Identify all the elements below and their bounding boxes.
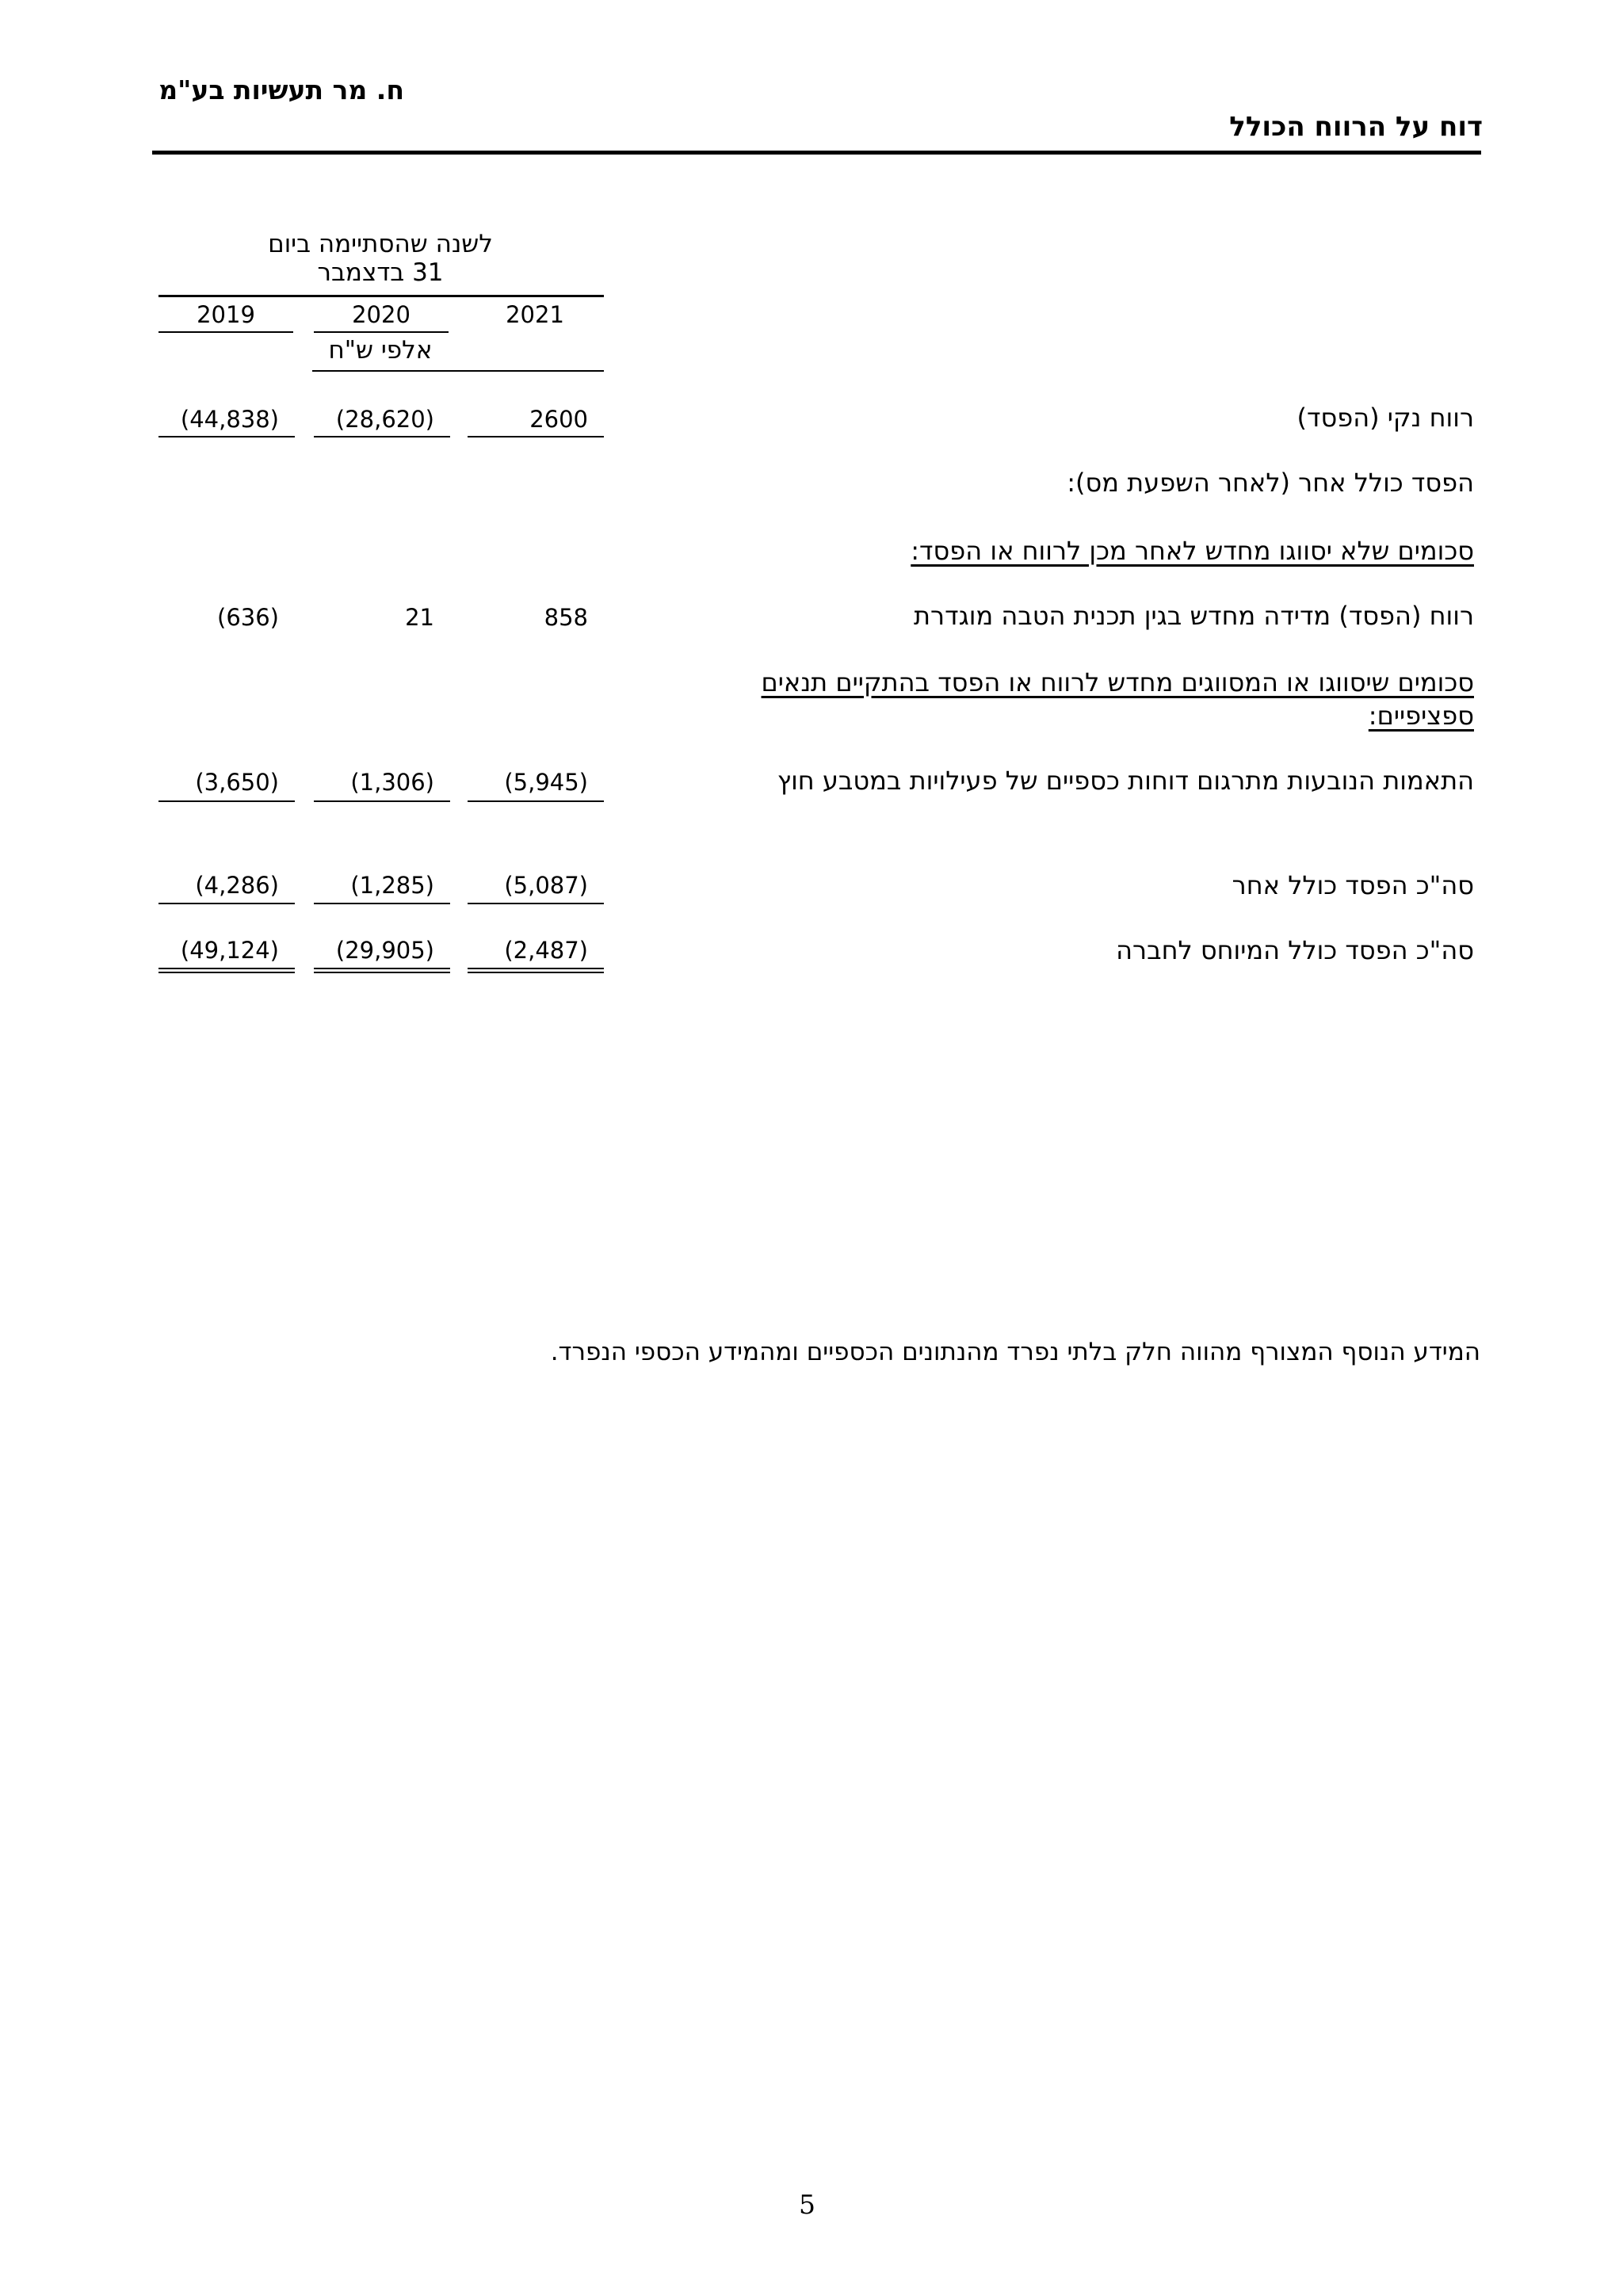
total-comprehensive-2021: (2,487) xyxy=(504,937,588,964)
total-comprehensive-2019-double-underline xyxy=(158,968,295,973)
period-header xyxy=(158,230,602,287)
remeasurement-2020: 21 xyxy=(405,604,434,631)
total-oci-2021-underline xyxy=(468,903,604,904)
reclassified-heading-line-1: סכומים שיסווגו או המסווגים מחדש לרווח או הפסד בהתקיים תנאים xyxy=(761,667,1474,697)
net-profit-2020-underline xyxy=(314,436,450,437)
total-oci-2020-underline xyxy=(314,903,450,904)
page-number: 5 xyxy=(799,2189,815,2220)
period-header-rule xyxy=(158,295,604,297)
total-oci-2020: (1,285) xyxy=(350,872,434,899)
total-comprehensive-2020: (29,905) xyxy=(335,937,434,964)
unit-rule xyxy=(312,370,604,372)
company-name: ח. מר תעשיות בע"מ xyxy=(158,74,404,105)
net-profit-2021-underline xyxy=(468,436,604,437)
total-oci-label: סה"כ הפסד כולל אחר xyxy=(1232,870,1474,900)
reclassified-heading-line-2: ספציפיים: xyxy=(1368,701,1474,731)
total-comprehensive-2020-double-underline xyxy=(314,968,450,973)
translation-2021-underline xyxy=(468,800,604,802)
remeasurement-2019: (636) xyxy=(217,604,279,631)
header-divider xyxy=(152,151,1481,155)
unit-label: אלפי ש"ח xyxy=(328,336,433,365)
year-2020-underline xyxy=(314,331,449,333)
translation-2019: (3,650) xyxy=(195,769,279,796)
year-2019-header: 2019 xyxy=(197,301,255,328)
translation-2020-underline xyxy=(314,800,450,802)
period-line-1: לשנה שהסתיימה ביום xyxy=(268,230,493,258)
remeasurement-label: רווח (הפסד) מדידה מחדש בגין תכנית הטבה מוגדרת xyxy=(914,601,1474,631)
not-reclassified-heading: סכומים שלא יסווגו מחדש לאחר מכן לרווח או הפסד: xyxy=(911,536,1474,566)
total-oci-2019-underline xyxy=(158,903,295,904)
year-2019-underline xyxy=(158,331,293,333)
period-line-2: 31 בדצמבר xyxy=(317,258,444,287)
footnote: המידע הנוסף המצורף מהווה חלק בלתי נפרד מהנתונים הכספיים ומהמידע הכספי הנפרד. xyxy=(550,1338,1480,1366)
translation-label: התאמות הנובעות מתרגום דוחות כספיים של פעילויות במטבע חוץ xyxy=(777,766,1474,796)
year-2021-header: 2021 xyxy=(506,301,564,328)
remeasurement-2021: 858 xyxy=(544,604,588,631)
net-profit-2020: (28,620) xyxy=(335,406,434,433)
translation-2020: (1,306) xyxy=(350,769,434,796)
total-comprehensive-2019: (49,124) xyxy=(180,937,279,964)
oci-heading: הפסד כולל אחר (לאחר השפעת מס): xyxy=(1067,468,1474,498)
net-profit-2019-underline xyxy=(158,436,295,437)
total-oci-2021: (5,087) xyxy=(504,872,588,899)
translation-2019-underline xyxy=(158,800,295,802)
total-oci-2019: (4,286) xyxy=(195,872,279,899)
report-title: דוח על הרווח הכולל xyxy=(1229,111,1483,143)
net-profit-label: רווח נקי (הפסד) xyxy=(1296,403,1474,433)
translation-2021: (5,945) xyxy=(504,769,588,796)
year-2020-header: 2020 xyxy=(352,301,411,328)
total-comprehensive-label: סה"כ הפסד כולל המיוחס לחברה xyxy=(1116,935,1474,965)
net-profit-2021: 2600 xyxy=(529,406,588,433)
total-comprehensive-2021-double-underline xyxy=(468,968,604,973)
net-profit-2019: (44,838) xyxy=(180,406,279,433)
